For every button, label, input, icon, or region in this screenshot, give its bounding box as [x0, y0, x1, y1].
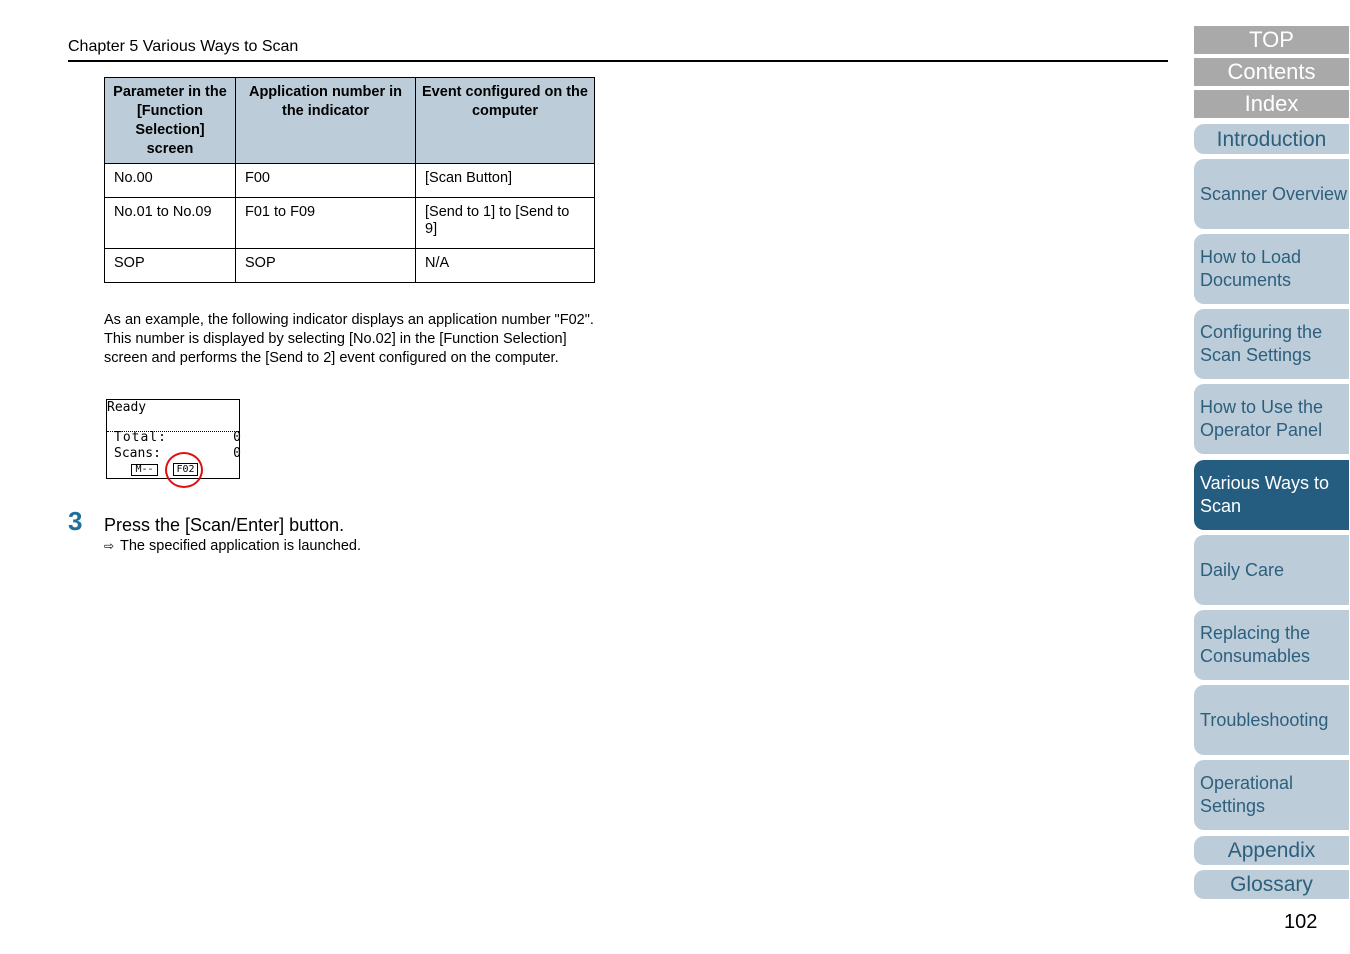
table-cell: F01 to F09 — [236, 198, 416, 249]
nav-tab-label: Daily Care — [1200, 559, 1285, 580]
nav-tab-replacing-consumables[interactable] — [1194, 610, 1349, 680]
step-result — [104, 538, 361, 554]
nav-tab-operator-panel[interactable] — [1194, 384, 1349, 454]
column-header-event: Event configured on the computer — [416, 78, 595, 164]
nav-tab-daily-care[interactable] — [1194, 535, 1349, 605]
lcd-total-value: 0 — [233, 430, 241, 445]
table-row — [105, 164, 595, 198]
nav-tab-label: Troubleshooting — [1200, 709, 1329, 730]
nav-tab-label: Various Ways to Scan — [1200, 473, 1330, 516]
step-instruction: Press the [Scan/Enter] button. — [104, 515, 345, 535]
column-header-parameter: Parameter in the [Function Selection] screen — [105, 78, 236, 164]
nav-tab-troubleshooting[interactable] — [1194, 685, 1349, 755]
hollow-arrow-right-icon: ⇨ — [104, 539, 115, 553]
table-cell: SOP — [236, 249, 416, 283]
lcd-scans-value: 0 — [233, 446, 241, 461]
nav-tab-introduction[interactable] — [1194, 124, 1349, 154]
nav-tab-label: Scanner Overview — [1200, 183, 1348, 204]
parameter-table — [104, 77, 595, 283]
nav-tab-label: How to Use the Operator Panel — [1200, 397, 1324, 440]
table-cell: [Scan Button] — [416, 164, 595, 198]
lcd-total-label: Total: — [114, 430, 167, 445]
nav-tab-various-ways-to-scan[interactable] — [1194, 460, 1349, 530]
nav-tab-label: Appendix — [1227, 839, 1316, 862]
table-cell: F00 — [236, 164, 416, 198]
table-cell: [Send to 1] to [Send to 9] — [416, 198, 595, 249]
step-number: 3 — [68, 506, 83, 536]
table-cell: No.01 to No.09 — [105, 198, 236, 249]
table-row — [105, 198, 595, 249]
nav-tab-glossary[interactable] — [1194, 870, 1349, 899]
table-cell: SOP — [105, 249, 236, 283]
example-paragraph: As an example, the following indicator displays an application number "F02". This number is displayed by selecting [No.02] in the [Function Selection] screen and performs the [Send to 2] event configured on the computer. — [104, 312, 594, 366]
lcd-mode-indicator: M-- — [131, 464, 158, 476]
highlight-circle — [165, 452, 203, 488]
table-row — [105, 249, 595, 283]
header-rule — [68, 60, 1168, 62]
nav-tab-label: Glossary — [1230, 873, 1313, 896]
table-cell: No.00 — [105, 164, 236, 198]
page-number: 102 — [1284, 911, 1318, 933]
nav-tab-configuring-scan-settings[interactable] — [1194, 309, 1349, 379]
nav-tab-label: Replacing the Consumables — [1200, 623, 1311, 666]
lcd-status: Ready — [107, 400, 147, 415]
table-cell: N/A — [416, 249, 595, 283]
lcd-scans-label: Scans: — [114, 446, 161, 461]
index-button[interactable]: Index — [1194, 90, 1349, 118]
nav-tab-operational-settings[interactable] — [1194, 760, 1349, 830]
lcd-app-number: F02 — [173, 463, 198, 476]
nav-tab-label: Operational Settings — [1200, 773, 1294, 816]
contents-button[interactable]: Contents — [1194, 58, 1349, 86]
nav-tab-label: How to Load Documents — [1200, 247, 1302, 290]
table-header-row — [105, 78, 595, 164]
nav-tab-label: Introduction — [1216, 127, 1327, 151]
nav-tab-label: Configuring the Scan Settings — [1200, 322, 1323, 365]
step-result-text: The specified application is launched. — [120, 538, 362, 554]
column-header-application-number: Application number in the indicator — [236, 78, 416, 164]
chapter-title: Chapter 5 Various Ways to Scan — [68, 38, 299, 55]
nav-tab-scanner-overview[interactable] — [1194, 159, 1349, 229]
nav-tab-appendix[interactable] — [1194, 836, 1349, 865]
top-button[interactable]: TOP — [1194, 26, 1349, 54]
nav-tab-how-to-load-documents[interactable] — [1194, 234, 1349, 304]
